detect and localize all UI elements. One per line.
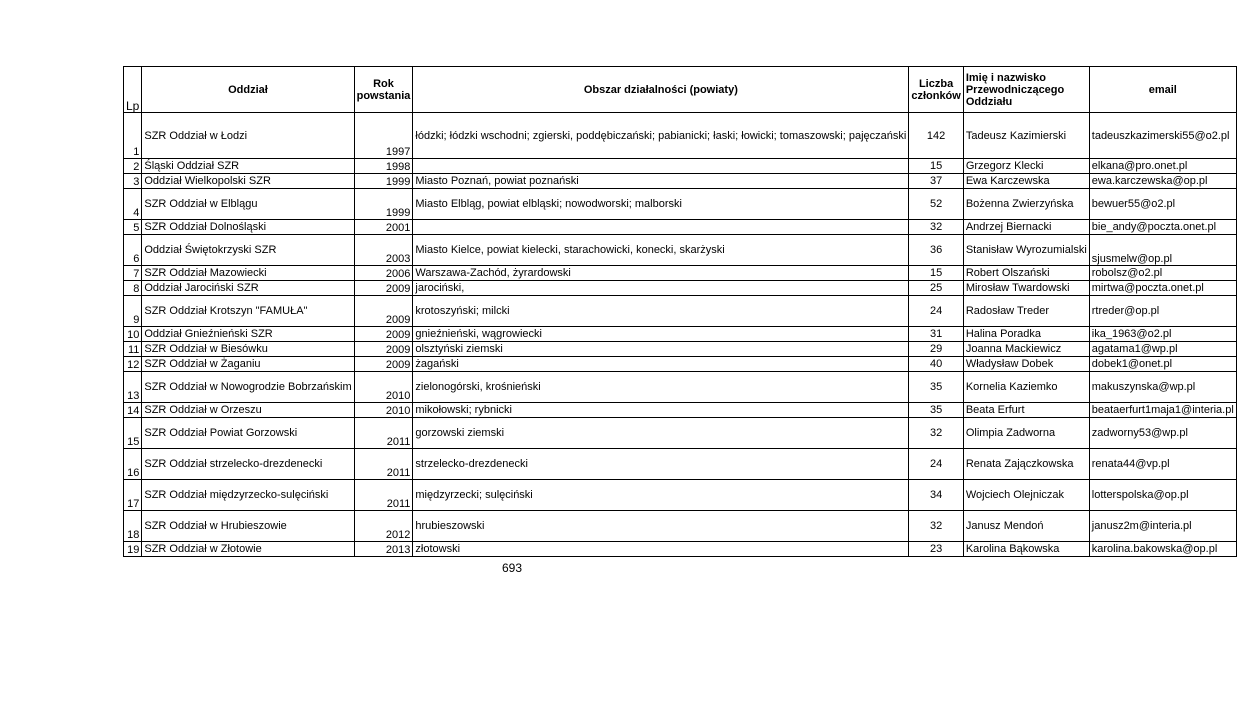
cell-president: Janusz Mendoń bbox=[963, 511, 1089, 542]
table-row bbox=[124, 235, 1237, 266]
cell-president: Bożenna Zwierzyńska bbox=[963, 189, 1089, 220]
cell-email: rtreder@op.pl bbox=[1089, 296, 1236, 327]
table-row bbox=[124, 403, 1237, 418]
cell-year: 1999 bbox=[354, 174, 413, 189]
cell-year: 1997 bbox=[354, 113, 413, 159]
cell-lp: 7 bbox=[124, 266, 142, 281]
cell-name: SZR Oddział strzelecko-drezdenecki bbox=[142, 449, 354, 480]
cell-count: 15 bbox=[909, 159, 964, 174]
cell-count: 29 bbox=[909, 342, 964, 357]
cell-email: renata44@vp.pl bbox=[1089, 449, 1236, 480]
table-row bbox=[124, 357, 1237, 372]
cell-area: złotowski bbox=[413, 542, 909, 557]
cell-lp: 14 bbox=[124, 403, 142, 418]
table-row bbox=[124, 480, 1237, 511]
cell-area: Miasto Kielce, powiat kielecki, starachowicki, konecki, skarżyski bbox=[413, 235, 909, 266]
table-row bbox=[124, 159, 1237, 174]
cell-name: SZR Oddział w Orzeszu bbox=[142, 403, 354, 418]
cell-area: zielonogórski, krośnieński bbox=[413, 372, 909, 403]
cell-email: ewa.karczewska@op.pl bbox=[1089, 174, 1236, 189]
cell-name: SZR Oddział w Biesówku bbox=[142, 342, 354, 357]
cell-name: SZR Oddział w Nowogrodzie Bobrzańskim bbox=[142, 372, 354, 403]
cell-count: 52 bbox=[909, 189, 964, 220]
cell-email: janusz2m@interia.pl bbox=[1089, 511, 1236, 542]
cell-president: Mirosław Twardowski bbox=[963, 281, 1089, 296]
header-przewodniczacy-text: Imię i nazwisko Przewodniczącego Oddziału bbox=[965, 71, 1065, 108]
cell-year: 2011 bbox=[354, 449, 413, 480]
header-row bbox=[124, 67, 1237, 113]
header-przewodniczacy bbox=[963, 67, 1089, 113]
cell-year: 2012 bbox=[354, 511, 413, 542]
table-row bbox=[124, 174, 1237, 189]
cell-president: Kornelia Kaziemko bbox=[963, 372, 1089, 403]
cell-lp: 4 bbox=[124, 189, 142, 220]
cell-area: łódzki; łódzki wschodni; zgierski, poddębiczański; pabianicki; łaski; łowicki; tomaszowski; pajęczański bbox=[413, 113, 909, 159]
cell-president: Joanna Mackiewicz bbox=[963, 342, 1089, 357]
cell-area: Miasto Elbląg, powiat elbląski; nowodworski; malborski bbox=[413, 189, 909, 220]
cell-area bbox=[413, 159, 909, 174]
cell-name: SZR Oddział Dolnośląski bbox=[142, 220, 354, 235]
cell-president: Tadeusz Kazimierski bbox=[963, 113, 1089, 159]
cell-name: SZR Oddział w Elblągu bbox=[142, 189, 354, 220]
cell-name: Oddział Jarociński SZR bbox=[142, 281, 354, 296]
header-liczba-text: Liczba członków bbox=[911, 77, 961, 102]
cell-name: SZR Oddział w Łodzi bbox=[142, 113, 354, 159]
cell-lp: 9 bbox=[124, 296, 142, 327]
cell-name: SZR Oddział w Złotowie bbox=[142, 542, 354, 557]
cell-email: zadworny53@wp.pl bbox=[1089, 418, 1236, 449]
cell-president: Robert Olszański bbox=[963, 266, 1089, 281]
cell-year: 2013 bbox=[354, 542, 413, 557]
cell-area: Miasto Poznań, powiat poznański bbox=[413, 174, 909, 189]
cell-lp: 2 bbox=[124, 159, 142, 174]
cell-lp: 13 bbox=[124, 372, 142, 403]
cell-year: 2009 bbox=[354, 357, 413, 372]
table-row bbox=[124, 418, 1237, 449]
cell-count: 25 bbox=[909, 281, 964, 296]
cell-email: elkana@pro.onet.pl bbox=[1089, 159, 1236, 174]
cell-area: krotoszyński; milcki bbox=[413, 296, 909, 327]
cell-name: Oddział Gnieźnieński SZR bbox=[142, 327, 354, 342]
branches-table bbox=[123, 66, 1237, 557]
cell-area: międzyrzecki; sulęciński bbox=[413, 480, 909, 511]
cell-email: ika_1963@o2.pl bbox=[1089, 327, 1236, 342]
cell-email: karolina.bakowska@op.pl bbox=[1089, 542, 1236, 557]
cell-name: SZR Oddział Krotszyn "FAMUŁA" bbox=[142, 296, 354, 327]
cell-email: robolsz@o2.pl bbox=[1089, 266, 1236, 281]
cell-lp: 15 bbox=[124, 418, 142, 449]
cell-president: Grzegorz Klecki bbox=[963, 159, 1089, 174]
cell-lp: 10 bbox=[124, 327, 142, 342]
cell-area: gnieźnieński, wągrowiecki bbox=[413, 327, 909, 342]
table-row bbox=[124, 542, 1237, 557]
cell-year: 2003 bbox=[354, 235, 413, 266]
cell-area: strzelecko-drezdenecki bbox=[413, 449, 909, 480]
cell-year: 2001 bbox=[354, 220, 413, 235]
cell-area bbox=[413, 220, 909, 235]
cell-lp: 8 bbox=[124, 281, 142, 296]
cell-count: 34 bbox=[909, 480, 964, 511]
cell-year: 2009 bbox=[354, 327, 413, 342]
cell-year: 2009 bbox=[354, 342, 413, 357]
cell-lp: 12 bbox=[124, 357, 142, 372]
cell-count: 15 bbox=[909, 266, 964, 281]
cell-area: jarociński, bbox=[413, 281, 909, 296]
cell-area: olsztyński ziemski bbox=[413, 342, 909, 357]
cell-lp: 16 bbox=[124, 449, 142, 480]
cell-year: 2010 bbox=[354, 372, 413, 403]
cell-area: żagański bbox=[413, 357, 909, 372]
cell-count: 35 bbox=[909, 372, 964, 403]
table-row bbox=[124, 220, 1237, 235]
cell-president: Stanisław Wyrozumialski bbox=[963, 235, 1089, 266]
table-row bbox=[124, 296, 1237, 327]
cell-president: Radosław Treder bbox=[963, 296, 1089, 327]
cell-lp: 5 bbox=[124, 220, 142, 235]
header-rok bbox=[354, 67, 413, 113]
table-row bbox=[124, 449, 1237, 480]
cell-count: 31 bbox=[909, 327, 964, 342]
cell-president: Karolina Bąkowska bbox=[963, 542, 1089, 557]
cell-count: 35 bbox=[909, 403, 964, 418]
cell-president: Beata Erfurt bbox=[963, 403, 1089, 418]
cell-name: Oddział Świętokrzyski SZR bbox=[142, 235, 354, 266]
cell-email: dobek1@onet.pl bbox=[1089, 357, 1236, 372]
cell-lp: 19 bbox=[124, 542, 142, 557]
cell-president: Władysław Dobek bbox=[963, 357, 1089, 372]
cell-email: mirtwa@poczta.onet.pl bbox=[1089, 281, 1236, 296]
cell-president: Ewa Karczewska bbox=[963, 174, 1089, 189]
cell-name: SZR Oddział w Hrubieszowie bbox=[142, 511, 354, 542]
cell-email: lotterspolska@op.pl bbox=[1089, 480, 1236, 511]
cell-year: 2009 bbox=[354, 281, 413, 296]
cell-name: Oddział Wielkopolski SZR bbox=[142, 174, 354, 189]
cell-president: Olimpia Zadworna bbox=[963, 418, 1089, 449]
cell-area: Warszawa-Zachód, żyrardowski bbox=[413, 266, 909, 281]
cell-lp: 3 bbox=[124, 174, 142, 189]
header-oddzial: Oddział bbox=[142, 67, 354, 113]
cell-count: 24 bbox=[909, 449, 964, 480]
cell-email: sjusmelw@op.pl bbox=[1089, 235, 1236, 266]
table-row bbox=[124, 327, 1237, 342]
cell-year: 2010 bbox=[354, 403, 413, 418]
header-liczba bbox=[909, 67, 964, 113]
cell-email: tadeuszkazimerski55@o2.pl bbox=[1089, 113, 1236, 159]
cell-year: 1999 bbox=[354, 189, 413, 220]
cell-count: 32 bbox=[909, 418, 964, 449]
cell-count: 32 bbox=[909, 220, 964, 235]
cell-email: makuszynska@wp.pl bbox=[1089, 372, 1236, 403]
cell-name: SZR Oddział międzyrzecko-sulęciński bbox=[142, 480, 354, 511]
cell-year: 1998 bbox=[354, 159, 413, 174]
cell-count: 37 bbox=[909, 174, 964, 189]
cell-lp: 18 bbox=[124, 511, 142, 542]
cell-year: 2011 bbox=[354, 418, 413, 449]
cell-count: 24 bbox=[909, 296, 964, 327]
cell-count: 40 bbox=[909, 357, 964, 372]
cell-email: bewuer55@o2.pl bbox=[1089, 189, 1236, 220]
cell-email: bie_andy@poczta.onet.pl bbox=[1089, 220, 1236, 235]
cell-name: Śląski Oddział SZR bbox=[142, 159, 354, 174]
cell-count: 142 bbox=[909, 113, 964, 159]
cell-president: Andrzej Biernacki bbox=[963, 220, 1089, 235]
cell-email: beataerfurt1maja1@interia.pl bbox=[1089, 403, 1236, 418]
table-row bbox=[124, 372, 1237, 403]
cell-count: 36 bbox=[909, 235, 964, 266]
table-body bbox=[124, 113, 1237, 557]
cell-count: 23 bbox=[909, 542, 964, 557]
cell-email: agatama1@wp.pl bbox=[1089, 342, 1236, 357]
table-row bbox=[124, 266, 1237, 281]
table-row bbox=[124, 113, 1237, 159]
table-row bbox=[124, 342, 1237, 357]
header-lp: Lp bbox=[124, 67, 142, 113]
cell-name: SZR Oddział Mazowiecki bbox=[142, 266, 354, 281]
cell-lp: 17 bbox=[124, 480, 142, 511]
header-email: email bbox=[1089, 67, 1236, 113]
cell-lp: 1 bbox=[124, 113, 142, 159]
table-row bbox=[124, 189, 1237, 220]
cell-name: SZR Oddział w Żaganiu bbox=[142, 357, 354, 372]
table-row bbox=[124, 281, 1237, 296]
cell-name: SZR Oddział Powiat Gorzowski bbox=[142, 418, 354, 449]
cell-area: mikołowski; rybnicki bbox=[413, 403, 909, 418]
table-row bbox=[124, 511, 1237, 542]
cell-lp: 6 bbox=[124, 235, 142, 266]
cell-count: 32 bbox=[909, 511, 964, 542]
cell-year: 2009 bbox=[354, 296, 413, 327]
cell-lp: 11 bbox=[124, 342, 142, 357]
cell-year: 2011 bbox=[354, 480, 413, 511]
header-obszar: Obszar działalności (powiaty) bbox=[413, 67, 909, 113]
cell-year: 2006 bbox=[354, 266, 413, 281]
cell-area: gorzowski ziemski bbox=[413, 418, 909, 449]
cell-president: Halina Poradka bbox=[963, 327, 1089, 342]
cell-president: Renata Zajączkowska bbox=[963, 449, 1089, 480]
cell-area: hrubieszowski bbox=[413, 511, 909, 542]
cell-president: Wojciech Olejniczak bbox=[963, 480, 1089, 511]
header-rok-text: Rok powstania bbox=[356, 77, 411, 102]
page-number: 693 bbox=[501, 561, 523, 575]
